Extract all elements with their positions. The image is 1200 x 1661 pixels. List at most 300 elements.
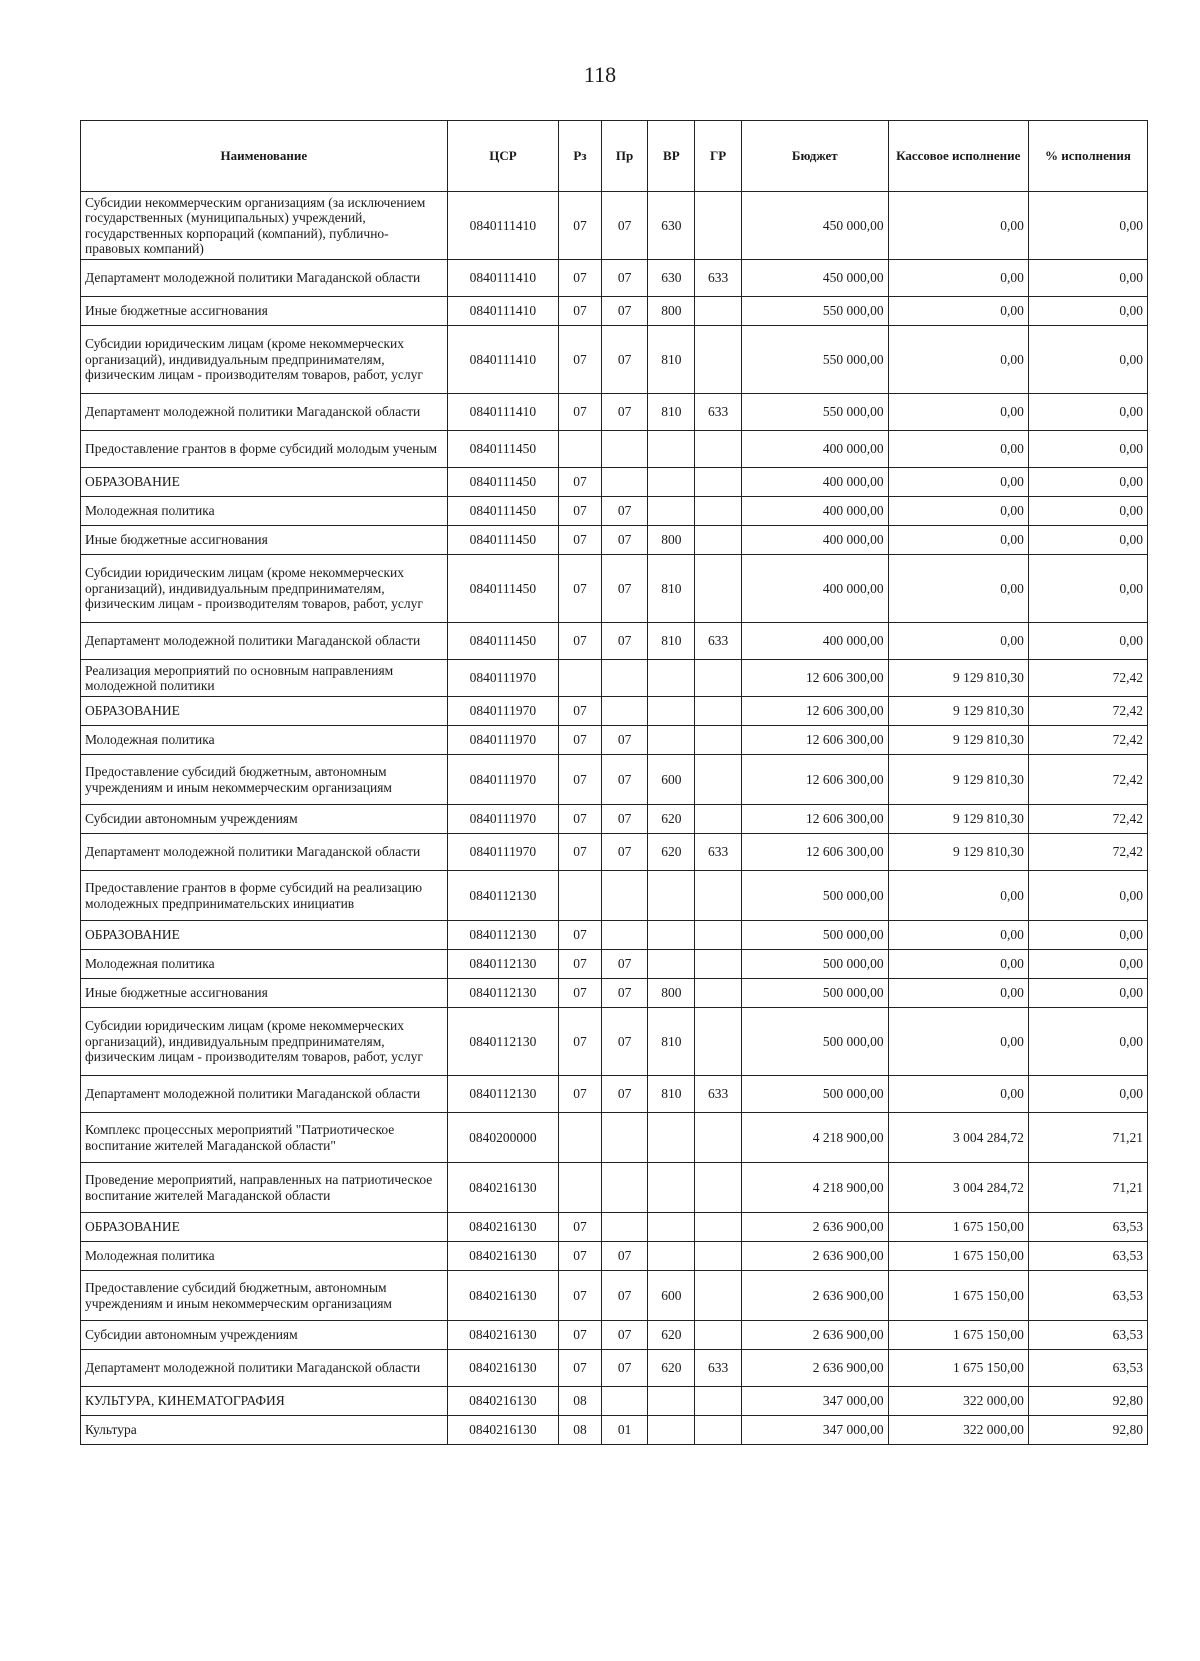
cell-pr: 07 bbox=[601, 979, 648, 1008]
cell-gr bbox=[695, 326, 742, 394]
table-row bbox=[81, 1350, 1148, 1387]
cell-csr: 0840111970 bbox=[447, 755, 559, 805]
cell-cash: 1 675 150,00 bbox=[888, 1271, 1028, 1321]
cell-vr: 810 bbox=[648, 1008, 695, 1076]
cell-pr: 07 bbox=[601, 260, 648, 297]
table-row bbox=[81, 697, 1148, 726]
cell-budget: 500 000,00 bbox=[741, 871, 888, 921]
cell-pr: 07 bbox=[601, 192, 648, 260]
cell-rz: 07 bbox=[559, 497, 602, 526]
cell-gr: 633 bbox=[695, 260, 742, 297]
cell-vr bbox=[648, 431, 695, 468]
cell-rz: 07 bbox=[559, 394, 602, 431]
table-row bbox=[81, 1321, 1148, 1350]
cell-vr: 800 bbox=[648, 526, 695, 555]
cell-gr bbox=[695, 726, 742, 755]
cell-pr: 07 bbox=[601, 1242, 648, 1271]
cell-rz: 07 bbox=[559, 555, 602, 623]
cell-gr bbox=[695, 755, 742, 805]
cell-vr bbox=[648, 1113, 695, 1163]
budget-execution-table bbox=[80, 120, 1148, 1445]
cell-cash: 0,00 bbox=[888, 326, 1028, 394]
cell-budget: 550 000,00 bbox=[741, 394, 888, 431]
cell-gr bbox=[695, 697, 742, 726]
cell-csr: 0840216130 bbox=[447, 1321, 559, 1350]
cell-rz: 07 bbox=[559, 1321, 602, 1350]
cell-cash: 322 000,00 bbox=[888, 1416, 1028, 1445]
cell-csr: 0840111410 bbox=[447, 260, 559, 297]
cell-rz: 07 bbox=[559, 297, 602, 326]
cell-name: Молодежная политика bbox=[81, 1242, 448, 1271]
header-rz: Рз bbox=[559, 121, 602, 192]
cell-gr: 633 bbox=[695, 1350, 742, 1387]
cell-csr: 0840112130 bbox=[447, 979, 559, 1008]
cell-name: Иные бюджетные ассигнования bbox=[81, 526, 448, 555]
cell-rz: 07 bbox=[559, 623, 602, 660]
cell-rz: 07 bbox=[559, 192, 602, 260]
cell-rz: 07 bbox=[559, 1242, 602, 1271]
cell-rz: 08 bbox=[559, 1387, 602, 1416]
cell-csr: 0840216130 bbox=[447, 1242, 559, 1271]
cell-rz: 07 bbox=[559, 921, 602, 950]
cell-name: Молодежная политика bbox=[81, 950, 448, 979]
cell-name: Субсидии некоммерческим организациям (за исключением государственных (муниципальных) учреждений, государственных корпораций (компаний), публично-правовых компаний) bbox=[81, 192, 448, 260]
cell-pct: 0,00 bbox=[1028, 921, 1147, 950]
cell-budget: 347 000,00 bbox=[741, 1416, 888, 1445]
header-percent-execution: % исполнения bbox=[1028, 121, 1147, 192]
cell-budget: 450 000,00 bbox=[741, 192, 888, 260]
cell-name: Департамент молодежной политики Магаданской области bbox=[81, 623, 448, 660]
cell-budget: 12 606 300,00 bbox=[741, 726, 888, 755]
table-row bbox=[81, 1416, 1148, 1445]
table-row bbox=[81, 394, 1148, 431]
cell-name: Комплекс процессных мероприятий "Патриотическое воспитание жителей Магаданской области" bbox=[81, 1113, 448, 1163]
cell-pr bbox=[601, 660, 648, 697]
cell-gr bbox=[695, 871, 742, 921]
cell-pct: 0,00 bbox=[1028, 979, 1147, 1008]
cell-pct: 72,42 bbox=[1028, 697, 1147, 726]
table-row bbox=[81, 755, 1148, 805]
cell-name: Реализация мероприятий по основным направлениям молодежной политики bbox=[81, 660, 448, 697]
cell-pr bbox=[601, 921, 648, 950]
cell-cash: 3 004 284,72 bbox=[888, 1163, 1028, 1213]
cell-gr bbox=[695, 1242, 742, 1271]
cell-vr bbox=[648, 1242, 695, 1271]
cell-pr: 07 bbox=[601, 394, 648, 431]
cell-vr: 810 bbox=[648, 555, 695, 623]
cell-pct: 0,00 bbox=[1028, 950, 1147, 979]
cell-budget: 400 000,00 bbox=[741, 623, 888, 660]
cell-vr: 600 bbox=[648, 755, 695, 805]
cell-name: Предоставление грантов в форме субсидий на реализацию молодежных предпринимательских инициатив bbox=[81, 871, 448, 921]
cell-cash: 0,00 bbox=[888, 555, 1028, 623]
cell-name: Культура bbox=[81, 1416, 448, 1445]
cell-pct: 72,42 bbox=[1028, 805, 1147, 834]
cell-name: Субсидии автономным учреждениям bbox=[81, 1321, 448, 1350]
cell-budget: 400 000,00 bbox=[741, 431, 888, 468]
cell-vr: 810 bbox=[648, 326, 695, 394]
cell-budget: 2 636 900,00 bbox=[741, 1321, 888, 1350]
cell-pr bbox=[601, 697, 648, 726]
cell-pct: 0,00 bbox=[1028, 526, 1147, 555]
cell-pr: 07 bbox=[601, 326, 648, 394]
table-row bbox=[81, 326, 1148, 394]
cell-cash: 1 675 150,00 bbox=[888, 1350, 1028, 1387]
cell-pr bbox=[601, 1163, 648, 1213]
cell-gr bbox=[695, 526, 742, 555]
cell-pr: 07 bbox=[601, 623, 648, 660]
cell-vr bbox=[648, 871, 695, 921]
cell-gr bbox=[695, 1163, 742, 1213]
cell-cash: 0,00 bbox=[888, 1076, 1028, 1113]
cell-name: ОБРАЗОВАНИЕ bbox=[81, 697, 448, 726]
cell-pct: 0,00 bbox=[1028, 394, 1147, 431]
cell-gr bbox=[695, 555, 742, 623]
cell-csr: 0840111410 bbox=[447, 326, 559, 394]
cell-name: Субсидии автономным учреждениям bbox=[81, 805, 448, 834]
cell-vr bbox=[648, 697, 695, 726]
cell-name: Департамент молодежной политики Магаданской области bbox=[81, 1350, 448, 1387]
cell-pct: 72,42 bbox=[1028, 755, 1147, 805]
cell-gr bbox=[695, 1008, 742, 1076]
cell-rz bbox=[559, 1163, 602, 1213]
cell-vr: 630 bbox=[648, 192, 695, 260]
table-row bbox=[81, 468, 1148, 497]
cell-pr: 07 bbox=[601, 555, 648, 623]
cell-rz: 07 bbox=[559, 1008, 602, 1076]
cell-csr: 0840112130 bbox=[447, 1076, 559, 1113]
cell-pr: 07 bbox=[601, 1350, 648, 1387]
cell-rz: 07 bbox=[559, 950, 602, 979]
cell-vr bbox=[648, 921, 695, 950]
cell-cash: 9 129 810,30 bbox=[888, 726, 1028, 755]
cell-budget: 12 606 300,00 bbox=[741, 697, 888, 726]
table-row bbox=[81, 805, 1148, 834]
cell-pct: 63,53 bbox=[1028, 1213, 1147, 1242]
cell-pr: 07 bbox=[601, 950, 648, 979]
table-row bbox=[81, 1271, 1148, 1321]
cell-name: Субсидии юридическим лицам (кроме некоммерческих организаций), индивидуальным предпринимателям, физическим лицам - производителям товаров, работ, услуг bbox=[81, 1008, 448, 1076]
cell-rz: 08 bbox=[559, 1416, 602, 1445]
cell-csr: 0840111450 bbox=[447, 468, 559, 497]
cell-cash: 0,00 bbox=[888, 623, 1028, 660]
cell-vr: 600 bbox=[648, 1271, 695, 1321]
cell-rz bbox=[559, 660, 602, 697]
cell-pr: 07 bbox=[601, 297, 648, 326]
cell-csr: 0840111970 bbox=[447, 726, 559, 755]
cell-csr: 0840216130 bbox=[447, 1163, 559, 1213]
cell-csr: 0840111410 bbox=[447, 394, 559, 431]
table-row bbox=[81, 871, 1148, 921]
cell-csr: 0840111450 bbox=[447, 431, 559, 468]
cell-cash: 9 129 810,30 bbox=[888, 834, 1028, 871]
cell-pr: 07 bbox=[601, 755, 648, 805]
table-row bbox=[81, 950, 1148, 979]
cell-pct: 92,80 bbox=[1028, 1387, 1147, 1416]
header-csr: ЦСР bbox=[447, 121, 559, 192]
cell-gr bbox=[695, 921, 742, 950]
header-cash-execution: Кассовое исполнение bbox=[888, 121, 1028, 192]
cell-name: Молодежная политика bbox=[81, 726, 448, 755]
cell-pr: 07 bbox=[601, 805, 648, 834]
cell-budget: 12 606 300,00 bbox=[741, 755, 888, 805]
cell-gr bbox=[695, 297, 742, 326]
cell-pct: 0,00 bbox=[1028, 1076, 1147, 1113]
cell-pct: 0,00 bbox=[1028, 431, 1147, 468]
cell-pct: 92,80 bbox=[1028, 1416, 1147, 1445]
header-pr: Пр bbox=[601, 121, 648, 192]
cell-vr: 810 bbox=[648, 623, 695, 660]
cell-vr: 810 bbox=[648, 1076, 695, 1113]
cell-gr bbox=[695, 1271, 742, 1321]
cell-cash: 0,00 bbox=[888, 297, 1028, 326]
cell-cash: 0,00 bbox=[888, 526, 1028, 555]
table-row bbox=[81, 192, 1148, 260]
cell-vr bbox=[648, 1387, 695, 1416]
cell-gr bbox=[695, 497, 742, 526]
cell-budget: 500 000,00 bbox=[741, 979, 888, 1008]
cell-pct: 0,00 bbox=[1028, 555, 1147, 623]
cell-name: Департамент молодежной политики Магаданской области bbox=[81, 1076, 448, 1113]
page-number: 118 bbox=[583, 62, 617, 87]
cell-pct: 72,42 bbox=[1028, 834, 1147, 871]
cell-pct: 71,21 bbox=[1028, 1113, 1147, 1163]
cell-cash: 0,00 bbox=[888, 260, 1028, 297]
cell-cash: 0,00 bbox=[888, 192, 1028, 260]
cell-budget: 500 000,00 bbox=[741, 1008, 888, 1076]
cell-pr: 07 bbox=[601, 726, 648, 755]
cell-pr: 07 bbox=[601, 1076, 648, 1113]
cell-budget: 347 000,00 bbox=[741, 1387, 888, 1416]
cell-vr bbox=[648, 950, 695, 979]
cell-vr: 620 bbox=[648, 1350, 695, 1387]
cell-csr: 0840111410 bbox=[447, 192, 559, 260]
cell-csr: 0840111970 bbox=[447, 660, 559, 697]
cell-vr bbox=[648, 1163, 695, 1213]
cell-gr bbox=[695, 468, 742, 497]
cell-vr: 620 bbox=[648, 834, 695, 871]
cell-name: Субсидии юридическим лицам (кроме некоммерческих организаций), индивидуальным предпринимателям, физическим лицам - производителям товаров, работ, услуг bbox=[81, 326, 448, 394]
cell-csr: 0840111410 bbox=[447, 297, 559, 326]
cell-pct: 0,00 bbox=[1028, 468, 1147, 497]
table-row bbox=[81, 431, 1148, 468]
cell-cash: 1 675 150,00 bbox=[888, 1242, 1028, 1271]
header-budget: Бюджет bbox=[741, 121, 888, 192]
cell-csr: 0840112130 bbox=[447, 921, 559, 950]
cell-name: Департамент молодежной политики Магаданской области bbox=[81, 834, 448, 871]
cell-budget: 550 000,00 bbox=[741, 297, 888, 326]
table-row bbox=[81, 1242, 1148, 1271]
cell-csr: 0840111970 bbox=[447, 805, 559, 834]
cell-csr: 0840216130 bbox=[447, 1416, 559, 1445]
cell-gr bbox=[695, 805, 742, 834]
cell-rz: 07 bbox=[559, 755, 602, 805]
table-row bbox=[81, 1008, 1148, 1076]
cell-budget: 2 636 900,00 bbox=[741, 1350, 888, 1387]
cell-pct: 0,00 bbox=[1028, 497, 1147, 526]
table-row bbox=[81, 1113, 1148, 1163]
table-row bbox=[81, 1213, 1148, 1242]
cell-pct: 0,00 bbox=[1028, 326, 1147, 394]
cell-pct: 63,53 bbox=[1028, 1350, 1147, 1387]
cell-csr: 0840112130 bbox=[447, 871, 559, 921]
cell-gr bbox=[695, 1416, 742, 1445]
cell-cash: 0,00 bbox=[888, 468, 1028, 497]
cell-pr: 07 bbox=[601, 497, 648, 526]
cell-rz: 07 bbox=[559, 979, 602, 1008]
cell-gr bbox=[695, 979, 742, 1008]
cell-csr: 0840111450 bbox=[447, 623, 559, 660]
cell-cash: 3 004 284,72 bbox=[888, 1113, 1028, 1163]
cell-rz: 07 bbox=[559, 834, 602, 871]
cell-cash: 9 129 810,30 bbox=[888, 805, 1028, 834]
cell-pr bbox=[601, 468, 648, 497]
cell-vr bbox=[648, 1213, 695, 1242]
cell-budget: 500 000,00 bbox=[741, 950, 888, 979]
cell-pct: 0,00 bbox=[1028, 623, 1147, 660]
cell-pr: 07 bbox=[601, 834, 648, 871]
cell-csr: 0840216130 bbox=[447, 1271, 559, 1321]
cell-csr: 0840111970 bbox=[447, 697, 559, 726]
cell-name: Иные бюджетные ассигнования bbox=[81, 979, 448, 1008]
cell-csr: 0840111450 bbox=[447, 526, 559, 555]
cell-cash: 9 129 810,30 bbox=[888, 755, 1028, 805]
cell-cash: 1 675 150,00 bbox=[888, 1213, 1028, 1242]
cell-name: Предоставление субсидий бюджетным, автономным учреждениям и иным некоммерческим организациям bbox=[81, 755, 448, 805]
cell-budget: 12 606 300,00 bbox=[741, 805, 888, 834]
cell-name: КУЛЬТУРА, КИНЕМАТОГРАФИЯ bbox=[81, 1387, 448, 1416]
cell-rz: 07 bbox=[559, 1213, 602, 1242]
table-body bbox=[81, 192, 1148, 1445]
cell-cash: 0,00 bbox=[888, 950, 1028, 979]
cell-gr bbox=[695, 950, 742, 979]
table-row bbox=[81, 726, 1148, 755]
cell-gr bbox=[695, 1213, 742, 1242]
cell-pr: 01 bbox=[601, 1416, 648, 1445]
cell-budget: 2 636 900,00 bbox=[741, 1242, 888, 1271]
cell-vr: 800 bbox=[648, 297, 695, 326]
cell-pct: 71,21 bbox=[1028, 1163, 1147, 1213]
cell-cash: 0,00 bbox=[888, 1008, 1028, 1076]
cell-rz bbox=[559, 431, 602, 468]
cell-gr: 633 bbox=[695, 623, 742, 660]
cell-cash: 0,00 bbox=[888, 979, 1028, 1008]
table-row bbox=[81, 1076, 1148, 1113]
cell-rz: 07 bbox=[559, 468, 602, 497]
cell-budget: 4 218 900,00 bbox=[741, 1163, 888, 1213]
cell-budget: 400 000,00 bbox=[741, 497, 888, 526]
cell-csr: 0840200000 bbox=[447, 1113, 559, 1163]
cell-csr: 0840111970 bbox=[447, 834, 559, 871]
cell-gr bbox=[695, 660, 742, 697]
cell-rz bbox=[559, 1113, 602, 1163]
cell-budget: 550 000,00 bbox=[741, 326, 888, 394]
cell-pr: 07 bbox=[601, 1321, 648, 1350]
cell-vr: 810 bbox=[648, 394, 695, 431]
cell-pr bbox=[601, 871, 648, 921]
cell-csr: 0840111450 bbox=[447, 555, 559, 623]
cell-pr: 07 bbox=[601, 526, 648, 555]
cell-cash: 9 129 810,30 bbox=[888, 697, 1028, 726]
table-row bbox=[81, 555, 1148, 623]
cell-pr bbox=[601, 1213, 648, 1242]
cell-budget: 450 000,00 bbox=[741, 260, 888, 297]
cell-budget: 2 636 900,00 bbox=[741, 1271, 888, 1321]
table-row bbox=[81, 660, 1148, 697]
cell-vr bbox=[648, 497, 695, 526]
table-row bbox=[81, 834, 1148, 871]
cell-vr: 620 bbox=[648, 805, 695, 834]
cell-gr: 633 bbox=[695, 1076, 742, 1113]
table-row bbox=[81, 260, 1148, 297]
cell-name: Проведение мероприятий, направленных на патриотическое воспитание жителей Магаданской области bbox=[81, 1163, 448, 1213]
cell-name: Молодежная политика bbox=[81, 497, 448, 526]
cell-rz: 07 bbox=[559, 260, 602, 297]
cell-cash: 9 129 810,30 bbox=[888, 660, 1028, 697]
cell-gr bbox=[695, 192, 742, 260]
table-row bbox=[81, 526, 1148, 555]
cell-budget: 400 000,00 bbox=[741, 526, 888, 555]
cell-pr bbox=[601, 431, 648, 468]
cell-rz: 07 bbox=[559, 697, 602, 726]
table-row bbox=[81, 921, 1148, 950]
cell-budget: 2 636 900,00 bbox=[741, 1213, 888, 1242]
cell-name: Иные бюджетные ассигнования bbox=[81, 297, 448, 326]
cell-budget: 4 218 900,00 bbox=[741, 1113, 888, 1163]
cell-name: Департамент молодежной политики Магаданской области bbox=[81, 394, 448, 431]
cell-budget: 12 606 300,00 bbox=[741, 834, 888, 871]
cell-vr: 800 bbox=[648, 979, 695, 1008]
cell-pct: 63,53 bbox=[1028, 1271, 1147, 1321]
table-row bbox=[81, 1387, 1148, 1416]
cell-budget: 500 000,00 bbox=[741, 1076, 888, 1113]
table-row bbox=[81, 979, 1148, 1008]
cell-vr bbox=[648, 468, 695, 497]
cell-rz: 07 bbox=[559, 526, 602, 555]
cell-gr: 633 bbox=[695, 834, 742, 871]
cell-csr: 0840216130 bbox=[447, 1213, 559, 1242]
cell-gr: 633 bbox=[695, 394, 742, 431]
cell-budget: 400 000,00 bbox=[741, 555, 888, 623]
cell-gr bbox=[695, 431, 742, 468]
cell-pct: 63,53 bbox=[1028, 1321, 1147, 1350]
cell-cash: 322 000,00 bbox=[888, 1387, 1028, 1416]
cell-csr: 0840216130 bbox=[447, 1350, 559, 1387]
cell-rz: 07 bbox=[559, 805, 602, 834]
cell-rz: 07 bbox=[559, 1271, 602, 1321]
table-row bbox=[81, 297, 1148, 326]
cell-vr bbox=[648, 1416, 695, 1445]
cell-rz: 07 bbox=[559, 726, 602, 755]
cell-vr: 630 bbox=[648, 260, 695, 297]
cell-pct: 0,00 bbox=[1028, 297, 1147, 326]
cell-pr bbox=[601, 1387, 648, 1416]
cell-cash: 0,00 bbox=[888, 871, 1028, 921]
cell-csr: 0840216130 bbox=[447, 1387, 559, 1416]
cell-budget: 400 000,00 bbox=[741, 468, 888, 497]
cell-pct: 0,00 bbox=[1028, 1008, 1147, 1076]
cell-name: Предоставление грантов в форме субсидий молодым ученым bbox=[81, 431, 448, 468]
cell-cash: 1 675 150,00 bbox=[888, 1321, 1028, 1350]
header-vr: ВР bbox=[648, 121, 695, 192]
table-row bbox=[81, 1163, 1148, 1213]
cell-name: ОБРАЗОВАНИЕ bbox=[81, 468, 448, 497]
cell-pr: 07 bbox=[601, 1271, 648, 1321]
cell-pct: 0,00 bbox=[1028, 260, 1147, 297]
cell-gr bbox=[695, 1113, 742, 1163]
cell-rz: 07 bbox=[559, 1076, 602, 1113]
cell-gr bbox=[695, 1387, 742, 1416]
